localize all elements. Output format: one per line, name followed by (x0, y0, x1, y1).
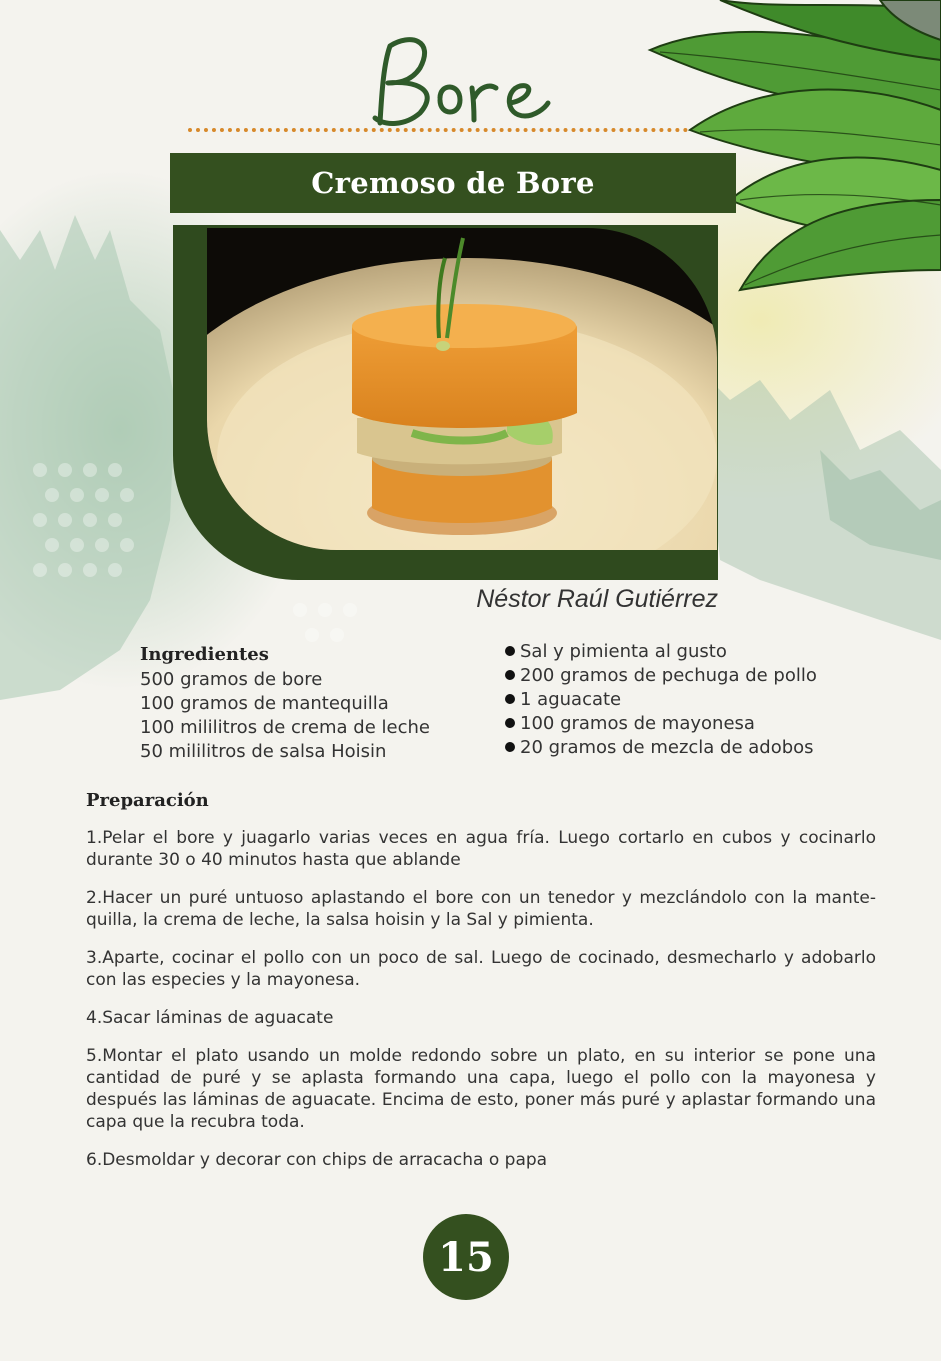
ingredient-item: Sal y pimienta al gusto (505, 640, 817, 664)
page-number: 15 (438, 1233, 494, 1281)
recipe-title-banner (170, 153, 736, 213)
ingredient-item: 100 gramos de mayonesa (505, 712, 817, 736)
ingredient-item: 100 mililitros de crema de leche (140, 717, 430, 738)
preparation-step: 5.Montar el plato usando un molde redondo sobre un plato, en su interior se pone una cantidad de puré y se aplasta formando una capa, luego el pollo con la mayonesa y después las láminas de aguacate. Encima de esto, poner más puré y aplastar formando una capa que la recubra toda. (86, 1046, 876, 1132)
author-name: Néstor Raúl Gutiérrez (476, 585, 718, 613)
bullet-icon (505, 670, 515, 680)
bullet-icon (505, 742, 515, 752)
ingredient-item: 200 gramos de pechuga de pollo (505, 664, 817, 688)
preparation-step: 3.Aparte, cocinar el pollo con un poco de sal. Luego de cocinado, desmecharlo y adobarlo con las especies y la mayonesa. (86, 948, 876, 990)
dish-photo (207, 228, 717, 550)
bullet-icon (505, 646, 515, 656)
preparation-step: 4.Sacar láminas de aguacate (86, 1008, 334, 1028)
preparation-step: 6.Desmoldar y decorar con chips de arracacha o papa (86, 1150, 548, 1170)
ingredients-list-left (140, 668, 430, 764)
page-number-badge (423, 1214, 509, 1300)
preparation-step: 1.Pelar el bore y juagarlo varias veces en agua fría. Luego cortarlo en cubos y cocinarlo durante 30 o 40 minutos hasta que ablande (86, 828, 876, 870)
dotted-divider (188, 128, 688, 132)
ingredients-list-right (505, 640, 817, 760)
bullet-icon (505, 694, 515, 704)
preparation-steps (86, 827, 876, 1187)
preparation-heading: Preparación (86, 790, 209, 811)
recipe-title: Cremoso de Bore (311, 166, 595, 200)
bullet-icon (505, 718, 515, 728)
ingredients-heading: Ingredientes (140, 644, 269, 665)
plated-dish-icon (207, 228, 717, 550)
ingredient-item: 1 aguacate (505, 688, 817, 712)
ingredient-item: 500 gramos de bore (140, 669, 323, 690)
script-title-logo (360, 28, 580, 138)
ingredient-item: 20 gramos de mezcla de adobos (505, 736, 817, 760)
preparation-step: 2.Hacer un puré untuoso aplastando el bore con un tenedor y mezclándolo con la mante-quilla, la crema de leche, la salsa hoisin y la Sal y pimienta. (86, 888, 876, 930)
ingredient-item: 50 mililitros de salsa Hoisin (140, 741, 387, 762)
ingredient-item: 100 gramos de mantequilla (140, 693, 389, 714)
